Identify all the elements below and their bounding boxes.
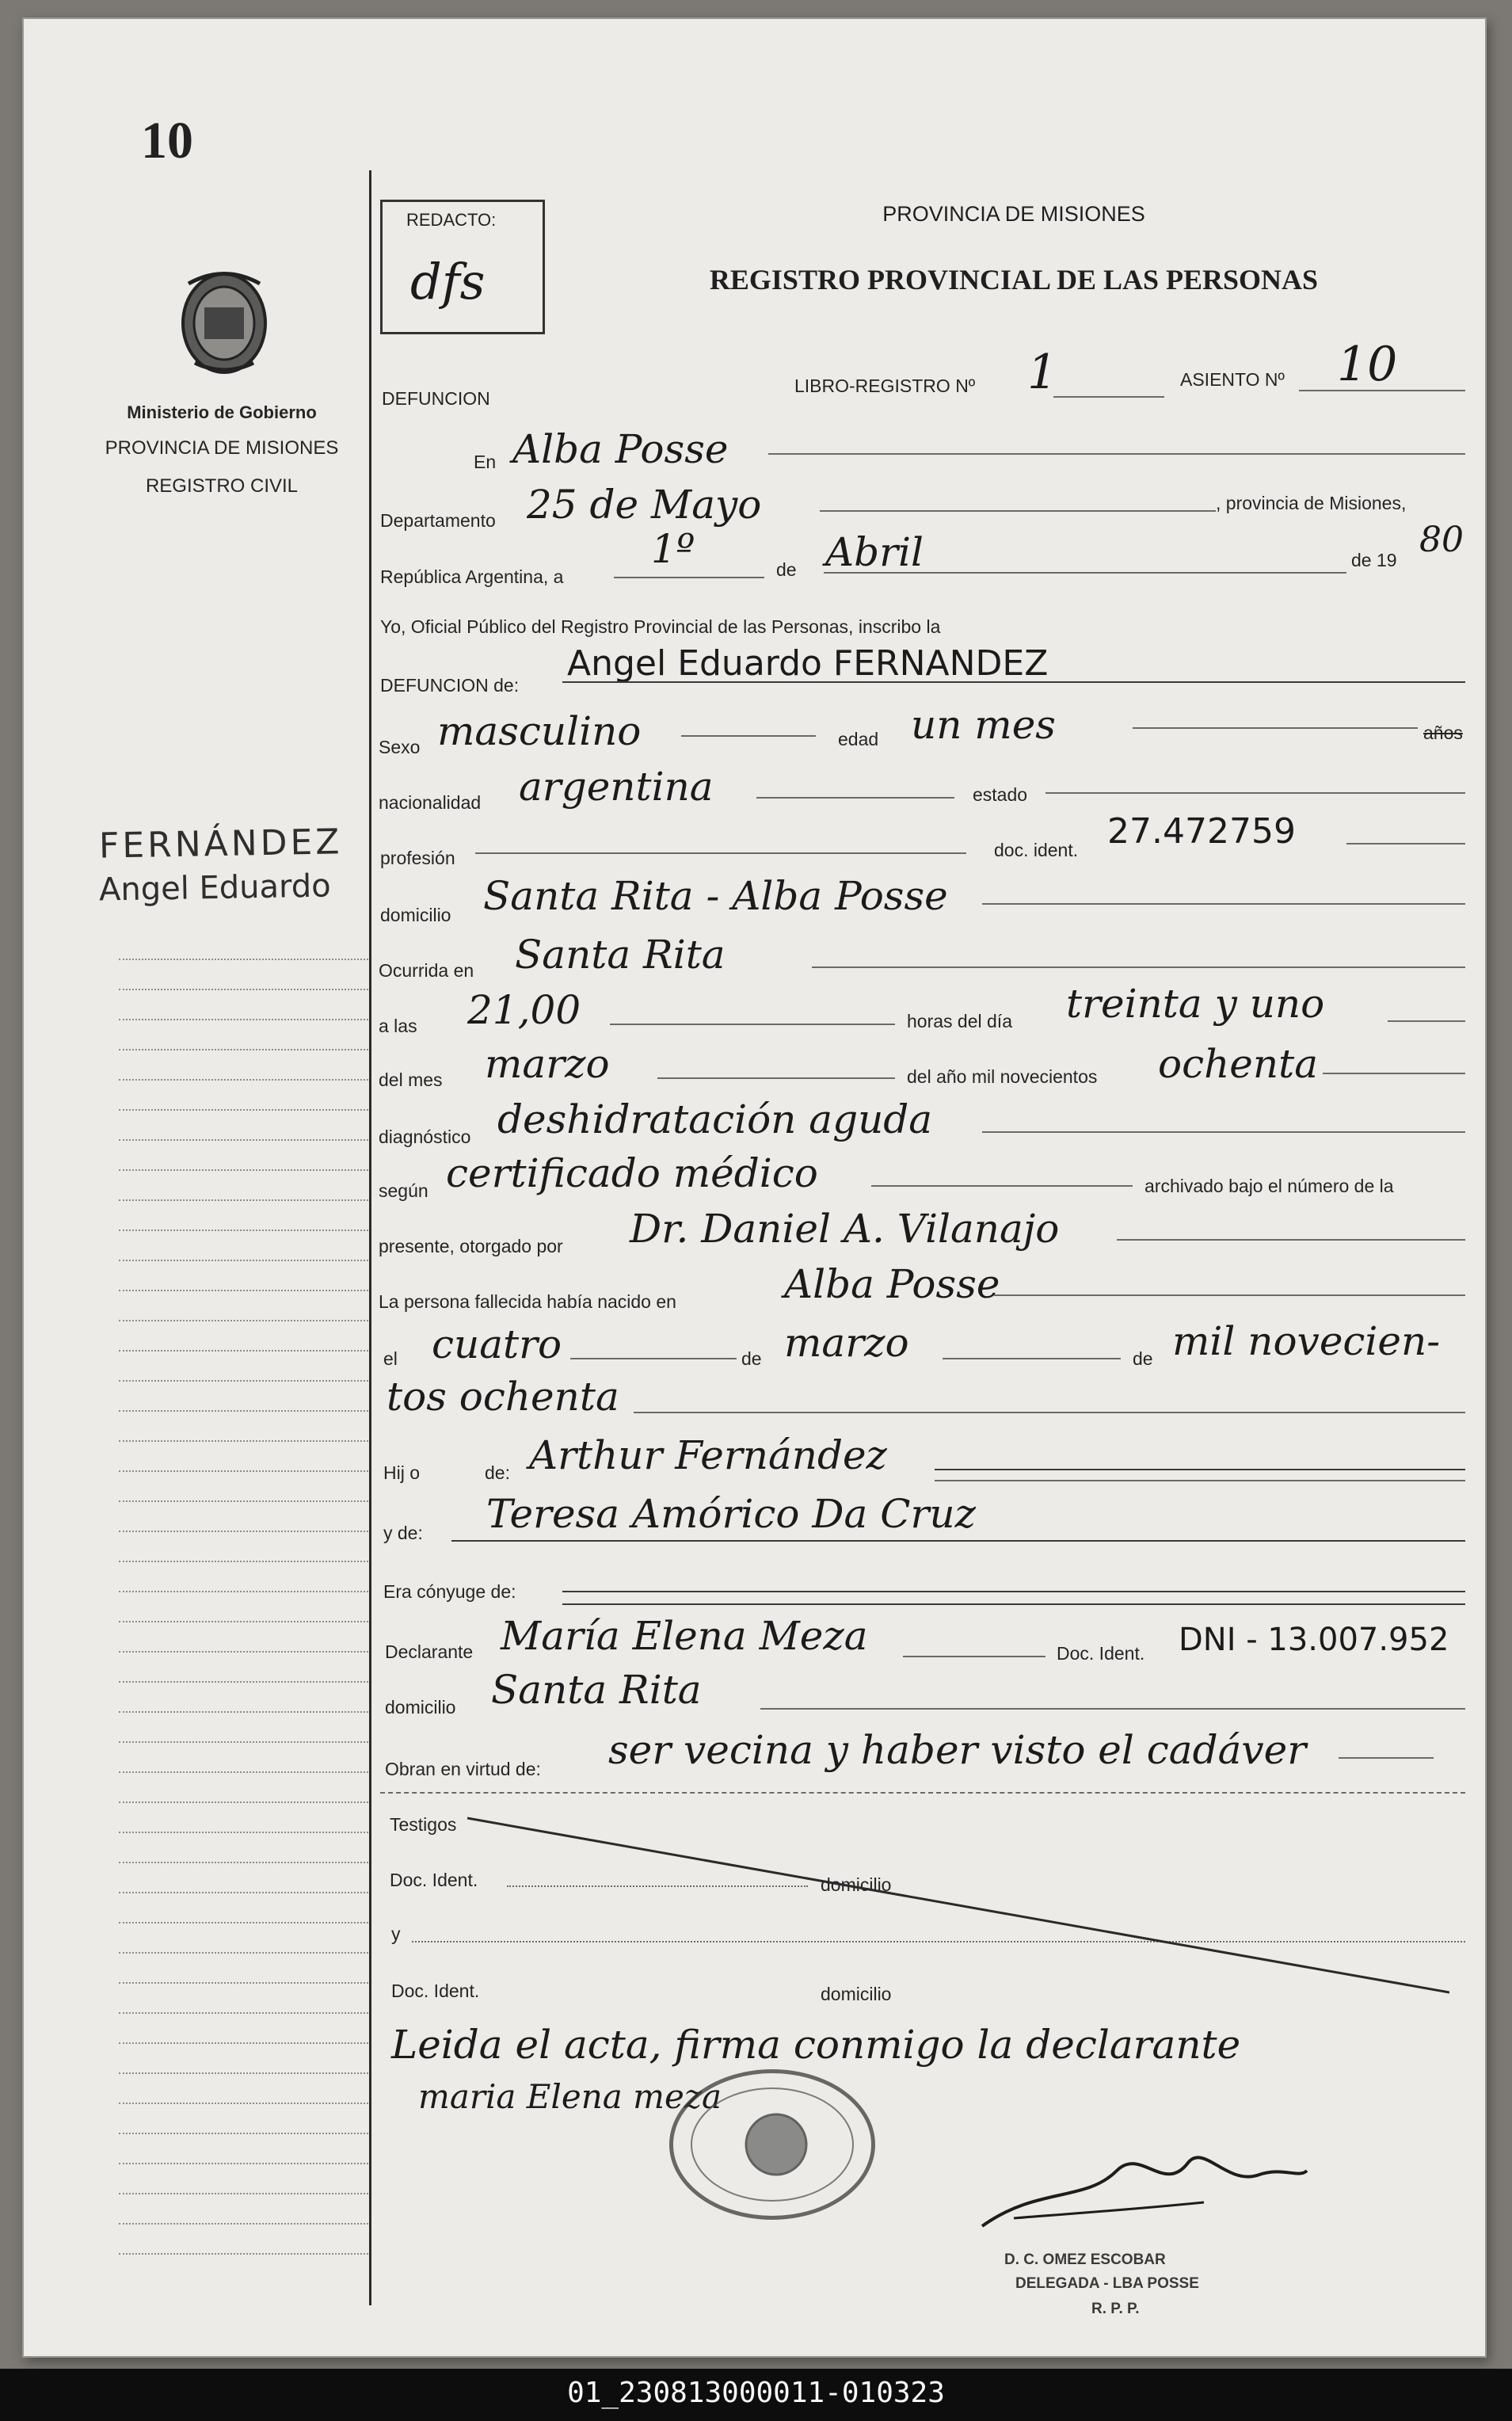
provincia-label: , provincia de Misiones, xyxy=(1216,493,1407,513)
domicilio-value: Santa Rita - Alba Posse xyxy=(483,873,948,919)
official-signature xyxy=(966,2139,1315,2242)
margin-ruled-line xyxy=(119,2253,368,2255)
nacionalidad-fill xyxy=(756,797,954,799)
margin-ruled-line xyxy=(119,1350,368,1352)
redacto-label: REDACTO: xyxy=(406,210,497,230)
margin-ruled-line xyxy=(119,1109,368,1111)
dia-value: 1º xyxy=(651,526,695,572)
asiento-fill xyxy=(1299,390,1465,391)
page-number: 10 xyxy=(141,112,193,170)
margin-ruled-line xyxy=(119,959,368,960)
margin-ruled-line xyxy=(119,2133,368,2134)
obran-fill-2 xyxy=(380,1792,1465,1794)
margin-given-name: Angel Eduardo xyxy=(98,867,332,909)
padre-value: Arthur Fernández xyxy=(529,1432,887,1478)
margin-ruled-line xyxy=(119,1862,368,1863)
horas-dia-label: horas del día xyxy=(907,1011,1012,1031)
a-las-label: a las xyxy=(379,1016,417,1036)
hijo-label: Hij o xyxy=(383,1462,421,1483)
nac-dia-fill xyxy=(570,1358,737,1359)
doc-ident-fill xyxy=(1346,843,1465,844)
declarante-domicilio-value: Santa Rita xyxy=(491,1667,702,1713)
libro-label: LIBRO-REGISTRO Nº xyxy=(794,376,976,396)
stamp-line-2: DELEGADA - LBA POSSE xyxy=(1015,2275,1199,2292)
del-mes-label: del mes xyxy=(379,1069,443,1090)
margin-ruled-line xyxy=(119,1440,368,1442)
y-de-label: y de: xyxy=(383,1523,423,1543)
testigo1-doc-label: Doc. Ident. xyxy=(390,1870,478,1890)
conyuge-fill xyxy=(562,1591,1465,1592)
defuncion-de-label: DEFUNCION de: xyxy=(380,675,520,696)
stamp-line-1: D. C. OMEZ ESCOBAR xyxy=(1004,2251,1166,2268)
anio-texto-fill xyxy=(1323,1073,1465,1074)
domicilio-fill xyxy=(982,903,1465,905)
ministry-label: Ministerio de Gobierno xyxy=(127,402,317,422)
margin-ruled-line xyxy=(119,1741,368,1743)
margin-ruled-line xyxy=(119,2223,368,2225)
segun-label: según xyxy=(379,1180,428,1201)
margin-ruled-line xyxy=(119,2103,368,2104)
margin-ruled-line xyxy=(119,1169,368,1171)
profesion-fill xyxy=(475,852,966,854)
margin-ruled-line xyxy=(119,2163,368,2164)
declarante-domicilio-fill xyxy=(760,1708,1465,1710)
closing-line-2: maria Elena meza xyxy=(418,2077,722,2116)
redacto-initials: dfs xyxy=(410,253,486,311)
anio-value: 80 xyxy=(1419,520,1464,560)
margin-ruled-line xyxy=(119,1952,368,1954)
sexo-fill xyxy=(681,735,816,737)
dia-texto-fill xyxy=(1388,1020,1465,1022)
margin-ruled-line xyxy=(119,1832,368,1833)
margin-ruled-line xyxy=(119,1711,368,1713)
margin-ruled-line xyxy=(119,2042,368,2044)
testigo1-domicilio-label: domicilio xyxy=(821,1874,892,1895)
testigo2-domicilio-label: domicilio xyxy=(821,1984,892,2004)
republica-label: República Argentina, a xyxy=(380,566,564,587)
declarante-value: María Elena Meza xyxy=(501,1613,868,1659)
margin-ruled-line xyxy=(119,1591,368,1592)
del-ano-label: del año mil novecientos xyxy=(907,1066,1098,1087)
declarante-doc-value: DNI - 13.007.952 xyxy=(1179,1622,1449,1658)
diagnostico-value: deshidratación aguda xyxy=(497,1096,933,1142)
diagnostico-label: diagnóstico xyxy=(379,1127,471,1147)
nac-dia-value: cuatro xyxy=(432,1321,562,1367)
testigos-label: Testigos xyxy=(390,1814,457,1835)
en-value: Alba Posse xyxy=(512,426,729,472)
nacido-fill xyxy=(994,1294,1465,1296)
margin-divider xyxy=(369,170,371,2305)
hora-value: 21,00 xyxy=(467,987,581,1033)
margin-ruled-line xyxy=(119,1621,368,1622)
margin-ruled-line xyxy=(119,1019,368,1020)
sexo-value: masculino xyxy=(437,708,642,754)
margin-ruled-line xyxy=(119,1681,368,1683)
departamento-value: 25 de Mayo xyxy=(527,482,762,528)
province-header: PROVINCIA DE MISIONES xyxy=(882,202,1145,226)
libro-value: 1 xyxy=(1027,345,1058,400)
otorgado-value: Dr. Daniel A. Vilanajo xyxy=(630,1206,1060,1252)
profesion-label: profesión xyxy=(380,848,455,868)
margin-ruled-line xyxy=(119,1260,368,1261)
departamento-label: Departamento xyxy=(380,510,496,531)
nombre-value: Angel Eduardo FERNANDEZ xyxy=(567,643,1049,684)
margin-ruled-line xyxy=(119,1470,368,1472)
nac-anio-fill xyxy=(634,1412,1465,1413)
nacionalidad-label: nacionalidad xyxy=(379,792,482,813)
nac-anio-2-value: tos ochenta xyxy=(387,1374,619,1420)
margin-ruled-line xyxy=(119,2012,368,2014)
ocurrida-value: Santa Rita xyxy=(515,932,726,978)
margin-ruled-line xyxy=(119,1199,368,1201)
presente-label: presente, otorgado por xyxy=(379,1236,563,1256)
madre-fill xyxy=(451,1540,1465,1542)
otorgado-fill xyxy=(1117,1239,1465,1241)
padre-fill xyxy=(935,1469,1465,1470)
declarante-fill xyxy=(903,1656,1045,1657)
margin-ruled-line xyxy=(119,1230,368,1231)
obran-label: Obran en virtud de: xyxy=(385,1759,541,1779)
declarante-domicilio-label: domicilio xyxy=(385,1697,456,1718)
nac-anio-1-value: mil novecien- xyxy=(1172,1318,1441,1364)
margin-ruled-line xyxy=(119,1290,368,1291)
y-label: y xyxy=(391,1923,401,1944)
province-label: PROVINCIA DE MISIONES xyxy=(105,437,339,459)
margin-ruled-line xyxy=(119,989,368,990)
margin-ruled-line xyxy=(119,2193,368,2194)
mes-texto-fill xyxy=(657,1077,895,1079)
dia-texto-value: treinta y uno xyxy=(1066,981,1325,1027)
conyuge-fill-2 xyxy=(562,1603,1465,1605)
mes-texto-value: marzo xyxy=(485,1041,610,1087)
estado-label: estado xyxy=(973,784,1028,805)
nac-de-label: de xyxy=(741,1348,762,1369)
libro-fill xyxy=(1053,396,1164,398)
edad-fill xyxy=(1133,727,1418,729)
stamp-line-3: R. P. P. xyxy=(1091,2301,1140,2317)
nac-mes-fill xyxy=(943,1358,1121,1359)
dia-fill xyxy=(614,577,764,578)
margin-ruled-line xyxy=(119,1410,368,1412)
asiento-label: ASIENTO Nº xyxy=(1180,369,1285,390)
official-seal xyxy=(669,2069,875,2220)
edad-value: un mes xyxy=(911,702,1056,748)
margin-ruled-line xyxy=(119,1500,368,1502)
margin-ruled-line xyxy=(119,1922,368,1923)
padre-fill-2 xyxy=(935,1480,1465,1481)
mes-fill xyxy=(824,572,1346,574)
margin-ruled-line xyxy=(119,2072,368,2074)
nombre-fill xyxy=(562,681,1465,683)
margin-ruled-line xyxy=(119,1651,368,1653)
nacionalidad-value: argentina xyxy=(519,764,714,810)
margin-ruled-line xyxy=(119,1320,368,1321)
margin-ruled-line xyxy=(119,1771,368,1773)
en-fill xyxy=(768,453,1465,455)
seal-emblem-icon xyxy=(741,2109,812,2180)
en-label: En xyxy=(474,452,497,472)
declarante-label: Declarante xyxy=(385,1641,474,1662)
nac-mes-value: marzo xyxy=(784,1320,909,1366)
diagnostico-fill xyxy=(982,1131,1465,1133)
estado-fill xyxy=(1045,792,1465,794)
ocurrida-fill xyxy=(812,966,1465,968)
de-19-label: de 19 xyxy=(1351,550,1397,570)
doc-ident-label: doc. ident. xyxy=(994,840,1079,860)
margin-ruled-line xyxy=(119,1380,368,1382)
margin-ruled-line xyxy=(119,1079,368,1081)
nac-de2-label: de xyxy=(1133,1348,1153,1369)
margin-ruled-line xyxy=(119,1531,368,1532)
departamento-fill xyxy=(820,510,1216,512)
oficial-statement: Yo, Oficial Público del Registro Provincial de las Personas, inscribo la xyxy=(380,616,941,637)
obran-fill xyxy=(1339,1757,1434,1759)
hijo-de-label: de: xyxy=(485,1462,510,1483)
testigos-cancel-stroke xyxy=(467,1810,1449,2000)
margin-ruled-line xyxy=(119,1892,368,1893)
record-type: DEFUNCION xyxy=(382,388,490,409)
ocurrida-label: Ocurrida en xyxy=(379,960,474,981)
madre-value: Teresa Amórico Da Cruz xyxy=(486,1491,976,1537)
obran-value: ser vecina y haber visto el cadáver xyxy=(608,1727,1307,1773)
doc-ident-value: 27.472759 xyxy=(1107,811,1296,852)
coat-of-arms-icon xyxy=(173,260,276,379)
asiento-value: 10 xyxy=(1337,337,1398,392)
margin-ruled-line xyxy=(119,1982,368,1984)
anio-texto-value: ochenta xyxy=(1158,1041,1319,1087)
mes-value: Abril xyxy=(825,529,924,575)
hora-fill xyxy=(610,1024,895,1025)
margin-ruled-line xyxy=(119,1139,368,1141)
margin-surname: FERNÁNDEZ xyxy=(98,822,343,867)
margin-ruled-line xyxy=(119,1561,368,1562)
caption-bar xyxy=(0,2369,1512,2421)
conyuge-label: Era cónyuge de: xyxy=(383,1581,516,1602)
declarante-doc-label: Doc. Ident. xyxy=(1057,1643,1145,1664)
segun-value: certificado médico xyxy=(446,1150,818,1196)
registry-title: REGISTRO PROVINCIAL DE LAS PERSONAS xyxy=(709,264,1319,295)
nacido-label: La persona fallecida había nacido en xyxy=(379,1291,676,1312)
closing-line-1: Leida el acta, firma conmigo la declarante xyxy=(391,2022,1241,2068)
redacto-box xyxy=(380,200,545,334)
testigo2-doc-label: Doc. Ident. xyxy=(391,1981,480,2001)
domicilio-label: domicilio xyxy=(380,905,451,925)
sexo-label: Sexo xyxy=(379,737,421,757)
archivado-label: archivado bajo el número de la xyxy=(1144,1176,1394,1196)
file-caption: 01_230813000011-010323 xyxy=(567,2377,945,2409)
edad-label: edad xyxy=(838,729,879,749)
margin-ruled-line xyxy=(119,1049,368,1050)
segun-fill xyxy=(871,1185,1133,1187)
el-label: el xyxy=(383,1348,398,1369)
registry-label: REGISTRO CIVIL xyxy=(145,475,299,497)
nacido-value: Alba Posse xyxy=(784,1261,1000,1307)
de-label: de xyxy=(776,559,797,580)
margin-ruled-line xyxy=(119,1801,368,1803)
anos-label: años xyxy=(1423,722,1463,743)
